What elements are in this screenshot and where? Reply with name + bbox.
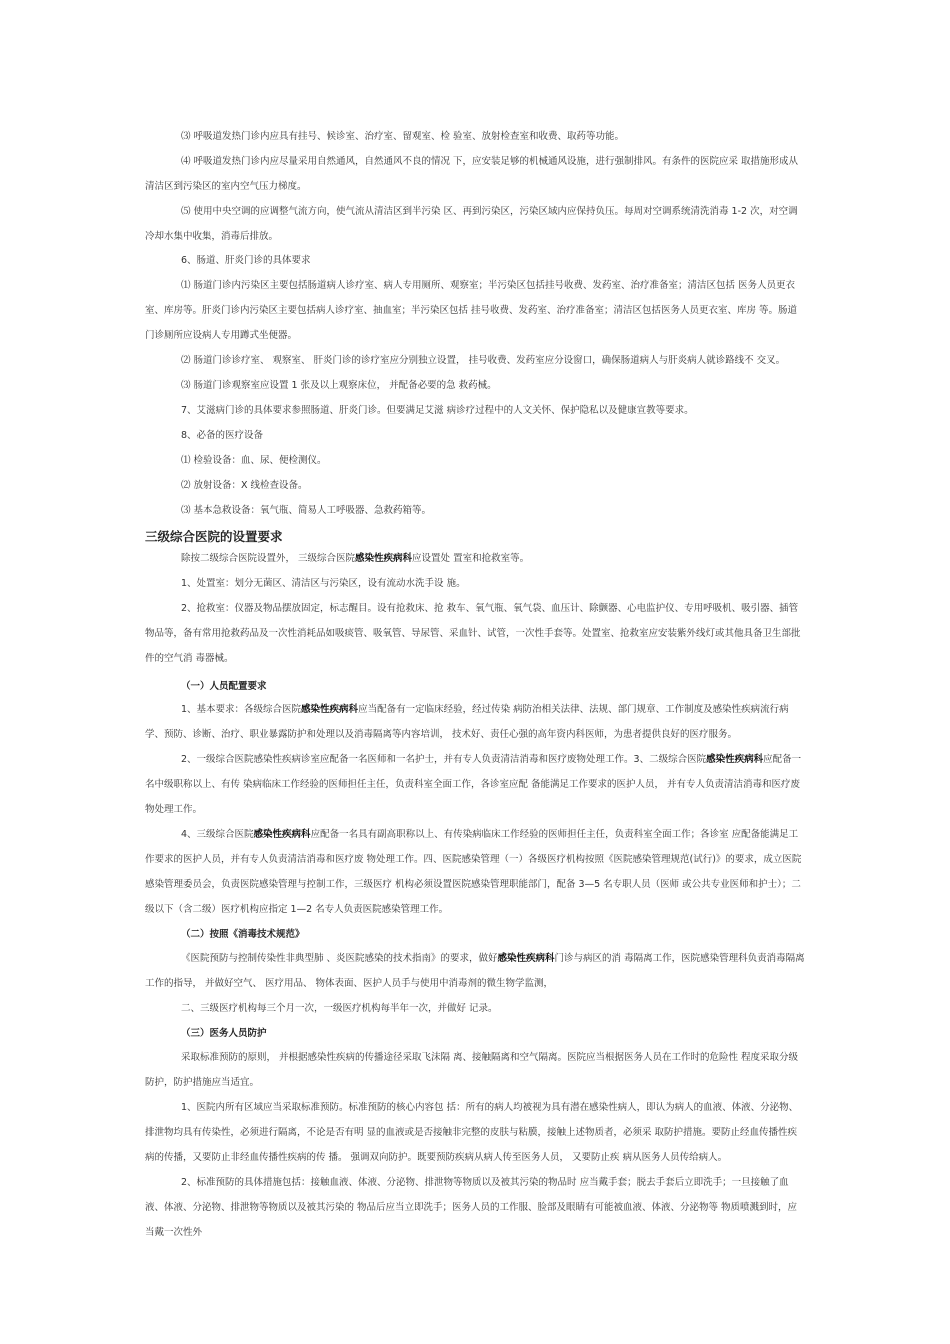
paragraph-6-3: ⑶ 肠道门诊观察室应设置 1 张及以上观察床位， 并配备必要的急 救药械。: [181, 380, 497, 391]
equipment-2: ⑵ 放射设备：X 线检查设备。: [181, 480, 308, 491]
item-2: 2、抢救室：仪器及物品摆放固定，标志醒目。设有抢救床、抢 救车、氧气瓶、氧气袋、血压计、除颤器、心电监护仪、专用呼吸机、吸引器、插管物品等，备有常用抢救药品及一次性消耗品如吸痰管、吸氧管、导尿管、采血针、试管，一次性手套等。处置室、抢救室应安装紫外线灯或其他具备卫生部批件的空气消 毒器械。: [145, 603, 801, 664]
equipment-3: ⑶ 基本急救设备：氧气瓶、简易人工呼吸器、急救药箱等。: [181, 505, 432, 516]
section-6-title: 6、肠道、肝炎门诊的具体要求: [181, 255, 311, 266]
staff-paragraph-1: 1、基本要求：各级综合医院感染性疾病科应当配备有一定临床经验，经过传染 病防治相关法律、法规、部门规章、工作制度及感染性疾病流行病学、预防、诊断、治疗、职业暴露防护和处理以及消毒隔离等内容培训， 技术好、责任心强的高年资内科医师，为患者提供良好的医疗服务。: [145, 704, 789, 740]
monitoring-frequency: 二、三级医疗机构每三个月一次，一级医疗机构每半年一次，并做好 记录。: [181, 1003, 498, 1014]
disinfection-paragraph: 《医院预防与控制传染性非典型肺 、炎医院感染的技术指南》的要求，做好感染性疾病科门诊与病区的消 毒隔离工作，医院感染管理科负责消毒隔离工作的指导， 并做好空气、 医疗用品、 物体表面、医护人员手与使用中消毒剂的微生物学监测，: [145, 953, 805, 989]
paragraph-6-1: ⑴ 肠道门诊内污染区主要包括肠道病人诊疗室、病人专用厕所、观察室；半污染区包括挂号收费、发药室、治疗准备室；清洁区包括 医务人员更衣室、库房等。肝炎门诊内污染区主要包括病人诊疗室、抽血室；半污染区包括 挂号收费、发药室、治疗准备室；清洁区包括医务人员更衣室、库房 等。肠道门诊厕所应设病人专用蹲式坐便器。: [145, 280, 798, 341]
section-8-title: 8、必备的医疗设备: [181, 430, 264, 441]
subheading-1: （一）人员配置要求: [181, 681, 267, 692]
section-7: 7、艾滋病门诊的具体要求参照肠道、肝炎门诊。但要满足艾滋 病诊疗过程中的人文关怀、保护隐私以及健康宣教等要求。: [181, 405, 694, 416]
paragraph-3: ⑶ 呼吸道发热门诊内应具有挂号、候诊室、治疗室、留观室、检 验室、放射检查室和收费、取药等功能。: [181, 131, 625, 142]
subheading-2: （二）按照《消毒技术规范》: [181, 929, 305, 940]
protection-paragraph-2: 1、医院内所有区域应当采取标准预防。标准预防的核心内容包 括：所有的病人均被视为具有潜在感染性病人，即认为病人的血液、体液、分泌物、排泄物均具有传染性，必须进行隔离，不论是否有明 显的血液或是否接触非完整的皮肤与粘膜，接触上述物质者，必须采 取防护措施。要防止经血传播性疾病的传播，又要防止非经血传播性疾病的传 播。 强调双向防护。既要预防疾病从病人传至医务人员， 又要防止疾 病从医务人员传给病人。: [145, 1102, 799, 1163]
staff-paragraph-2: 2、一级综合医院感染性疾病诊室应配备一名医师和一名护士，并有专人负责清洁消毒和医疗废物处理工作。3、二级综合医院感染性疾病科应配备一名中级职称以上、有传 染病临床工作经验的医师担任主任，负责科室全面工作，各诊室应配 备能满足工作要求的医护人员， 并有专人负责清洁消毒和医疗废物处理工作。: [145, 754, 802, 815]
protection-paragraph-1: 采取标准预防的原则， 并根据感染性疾病的传播途径采取飞沫隔 离、接触隔离和空气隔离。医院应当根据医务人员在工作时的危险性 程度采取分级防护，防护措施应当适宜。: [145, 1052, 799, 1088]
protection-paragraph-3: 2、标准预防的具体措施包括：接触血液、体液、分泌物、排泄物等物质以及被其污染的物品时 应当戴手套；脱去手套后立即洗手；一旦接触了血液、体液、分泌物、排泄物等物质以及被其污染的 物品后应当立即洗手；医务人员的工作服、脸部及眼睛有可能被血液、体液、分泌物等 物质喷溅到时，应当戴一次性外: [145, 1177, 798, 1238]
equipment-1: ⑴ 检验设备：血、尿、便检测仪。: [181, 455, 327, 466]
paragraph-6-2: ⑵ 肠道门诊诊疗室、 观察室、 肝炎门诊的诊疗室应分别独立设置， 挂号收费、发药室应分设窗口，确保肠道病人与肝炎病人就诊路线不 交叉。: [181, 355, 786, 366]
intro-paragraph: 除按二级综合医院设置外， 三级综合医院感染性疾病科应设置处 置室和抢救室等。: [181, 553, 530, 564]
item-1: 1、处置室：划分无菌区、清洁区与污染区，设有流动水洗手设 施。: [181, 578, 466, 589]
subheading-3: （三）医务人员防护: [181, 1028, 267, 1039]
paragraph-4: ⑷ 呼吸道发热门诊内应尽量采用自然通风，自然通风不良的情况 下，应安装足够的机械通风设施，进行强制排风。有条件的医院应采 取措施形成从清洁区到污染区的室内空气压力梯度。: [145, 156, 799, 192]
paragraph-5: ⑸ 使用中央空调的应调整气流方向，使气流从清洁区到半污染 区、再到污染区，污染区域内应保持负压。每周对空调系统清洗消毒 1-2 次，对空调冷却水集中收集，消毒后排放。: [145, 206, 798, 242]
staff-paragraph-3: 4、三级综合医院感染性疾病科应配备一名具有副高职称以上、有传染病临床工作经验的医师担任主任，负责科室全面工作；各诊室 应配备能满足工作要求的医护人员，并有专人负责清洁消毒和医疗废 物处理工作。四、医院感染管理（一）各级医疗机构按照《医院感染管理规范(试行)》的要求，成立医院感染管理委员会，负责医院感染管理与控制工作，三级医疗 机构必须设置医院感染管理职能部门，配备 3—5 名专职人员（医师 或公共专业医师和护士）；二级以下（含二级）医疗机构应指定 1—2 名专人负责医院感染管理工作。: [145, 829, 802, 915]
section-heading: 三级综合医院的设置要求: [145, 529, 283, 544]
